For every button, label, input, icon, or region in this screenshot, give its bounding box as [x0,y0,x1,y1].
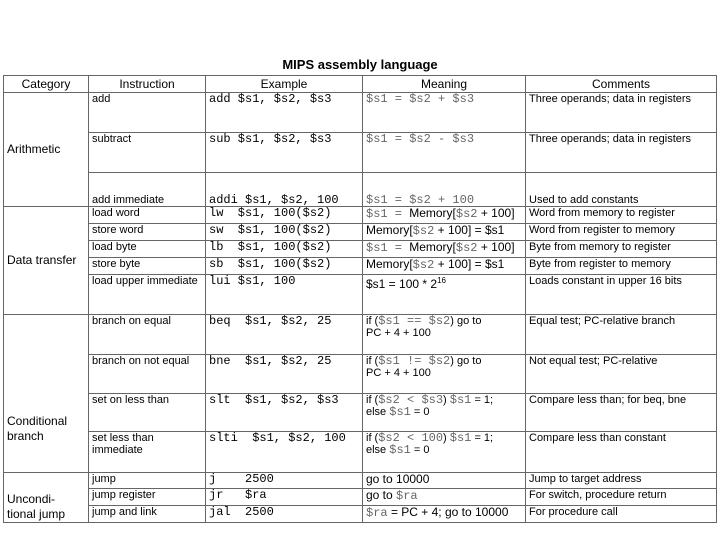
meaning-part: $s1 == $s2 [378,314,451,328]
instruction-cell: jump register [89,489,206,506]
meaning-part: = 0 [410,406,430,418]
table-row [4,432,717,473]
meaning-part: $ra [366,506,388,520]
meaning-part: Memory[ [366,257,413,271]
category-label: Conditional [7,413,68,428]
meaning-part: $s1 [449,431,472,445]
meaning-part: $s2 [455,241,478,255]
meaning-cell [363,275,526,315]
instruction-cell: add immediate [89,173,206,207]
meaning-part: PC + 4 + 100 [366,327,431,339]
meaning-part: $ra [396,489,418,503]
meaning-part: + 100] = $s1 [434,223,505,237]
meaning-part: ) [443,394,450,406]
meaning-cell [363,315,526,355]
example-cell: bne $s1, $s2, 25 [206,355,363,394]
example-cell: sw $s1, 100($s2) [206,224,363,241]
header-meaning: Meaning [363,76,526,93]
meaning-part: = 1; [471,394,494,406]
example-cell: sb $s1, 100($s2) [206,258,363,275]
meaning-part: PC + 4 + 100 [366,367,431,379]
meaning-cell: $s1 = $s2 + $s3 [363,93,526,133]
comments-cell: Compare less than; for beq, bne [526,394,717,432]
example-cell: j 2500 [206,473,363,489]
meaning-part: else [366,444,390,456]
comments-cell: Used to add constants [526,173,717,207]
meaning-part: $s1 = [366,241,410,255]
instruction-cell: load byte [89,241,206,258]
table-row [4,224,717,241]
header-instruction: Instruction [89,76,206,93]
meaning-part: if ( [366,315,379,327]
meaning-part: = PC + 4; go to 10000 [387,505,509,519]
table-row [4,473,717,489]
instruction-cell: load upper immediate [89,275,206,315]
meaning-part: $s2 < $s3 [378,393,444,407]
table-row [4,93,717,133]
meaning-part: Memory[ [409,206,456,220]
category-arithmetic [4,93,89,207]
table-row [4,275,717,315]
meaning-cell [363,489,526,506]
instruction-line: immediate [92,444,143,456]
table-row [4,506,717,523]
category-conditional-branch [4,315,89,473]
meaning-part: if ( [366,355,379,367]
instruction-cell: subtract [89,133,206,173]
comments-cell: Equal test; PC-relative branch [526,315,717,355]
comments-cell: Three operands; data in registers [526,93,717,133]
example-cell: jal 2500 [206,506,363,523]
meaning-cell [363,394,526,432]
category-label: Uncondi- [7,492,56,506]
meaning-cell: $s1 = $s2 + 100 [363,173,526,207]
meaning-part: go to [366,488,397,502]
meaning-part: + 100] [477,206,515,220]
instruction-cell: store byte [89,258,206,275]
meaning-part: $s1 = [366,207,410,221]
meaning-part: Memory[ [366,223,413,237]
comments-cell: Word from memory to register [526,207,717,224]
meaning-part: if ( [366,432,379,444]
meaning-part: $s1 [449,393,472,407]
table-row [4,241,717,258]
comments-cell: Byte from register to memory [526,258,717,275]
instruction-cell [89,432,206,473]
instruction-cell: store word [89,224,206,241]
table-row [4,394,717,432]
table-row [4,133,717,173]
meaning-cell [363,258,526,275]
meaning-part: if ( [366,394,379,406]
comments-cell: Byte from memory to register [526,241,717,258]
meaning-cell: $s1 = $s2 - $s3 [363,133,526,173]
meaning-part: $s1 [389,405,411,419]
meaning-part: ) [443,432,450,444]
meaning-cell [363,224,526,241]
example-cell: slt $s1, $s2, $s3 [206,394,363,432]
meaning-cell [363,355,526,394]
category-label: Data transfer [7,253,77,267]
category-label: tional jump [7,507,66,521]
table-row [4,489,717,506]
comments-cell: Jump to target address [526,473,717,489]
example-cell: lui $s1, 100 [206,275,363,315]
instruction-cell: jump [89,473,206,489]
table-row [4,315,717,355]
table-row [4,258,717,275]
meaning-part: = 0 [410,444,430,456]
meaning-cell: go to 10000 [363,473,526,489]
category-label: Arithmetic [7,142,61,156]
meaning-part: + 100] = $s1 [434,257,505,271]
meaning-part: else [366,406,390,418]
example-cell: sub $s1, $s2, $s3 [206,133,363,173]
category-data-transfer [4,207,89,315]
example-cell: lw $s1, 100($s2) [206,207,363,224]
meaning-cell [363,506,526,523]
meaning-part: = 1; [471,432,494,444]
meaning-part: $s1 = 100 * 2 [366,277,438,291]
example-cell: slti $s1, $s2, 100 [206,432,363,473]
mips-table [3,75,717,523]
instruction-cell: set on less than [89,394,206,432]
example-cell: beq $s1, $s2, 25 [206,315,363,355]
instruction-cell: branch on not equal [89,355,206,394]
meaning-cell [363,432,526,473]
category-unconditional-jump [4,473,89,523]
comments-cell: For switch, procedure return [526,489,717,506]
meaning-part: $s2 < 100 [378,431,444,445]
header-row [4,76,717,93]
comments-cell: Word from register to memory [526,224,717,241]
example-cell: lb $s1, 100($s2) [206,241,363,258]
example-cell: jr $ra [206,489,363,506]
meaning-exponent: 16 [437,276,446,285]
meaning-cell [363,241,526,258]
comments-cell: Compare less than constant [526,432,717,473]
meaning-cell [363,207,526,224]
header-category: Category [4,76,89,93]
table-row [4,173,717,207]
example-cell: add $s1, $s2, $s3 [206,93,363,133]
meaning-part: Memory[ [409,240,456,254]
instruction-cell: load word [89,207,206,224]
meaning-part: $s2 [412,258,435,272]
page-title: MIPS assembly language [282,57,438,72]
meaning-part: $s1 [389,443,411,457]
table-row [4,207,717,224]
meaning-part: ) go to [450,355,482,367]
comments-cell: For procedure call [526,506,717,523]
meaning-part: $s2 [412,224,435,238]
comments-cell: Three operands; data in registers [526,133,717,173]
meaning-part: $s2 [455,207,478,221]
category-label: branch [7,428,44,443]
instruction-cell: add [89,93,206,133]
meaning-part: $s1 != $s2 [378,354,451,368]
instruction-cell: jump and link [89,506,206,523]
comments-cell: Not equal test; PC-relative [526,355,717,394]
example-cell: addi $s1, $s2, 100 [206,173,363,207]
table-row [4,355,717,394]
instruction-line: set less than [92,432,154,444]
meaning-part: ) go to [450,315,482,327]
header-example: Example [206,76,363,93]
meaning-part: + 100] [477,240,515,254]
header-comments: Comments [526,76,717,93]
instruction-cell: branch on equal [89,315,206,355]
comments-cell: Loads constant in upper 16 bits [526,275,717,315]
